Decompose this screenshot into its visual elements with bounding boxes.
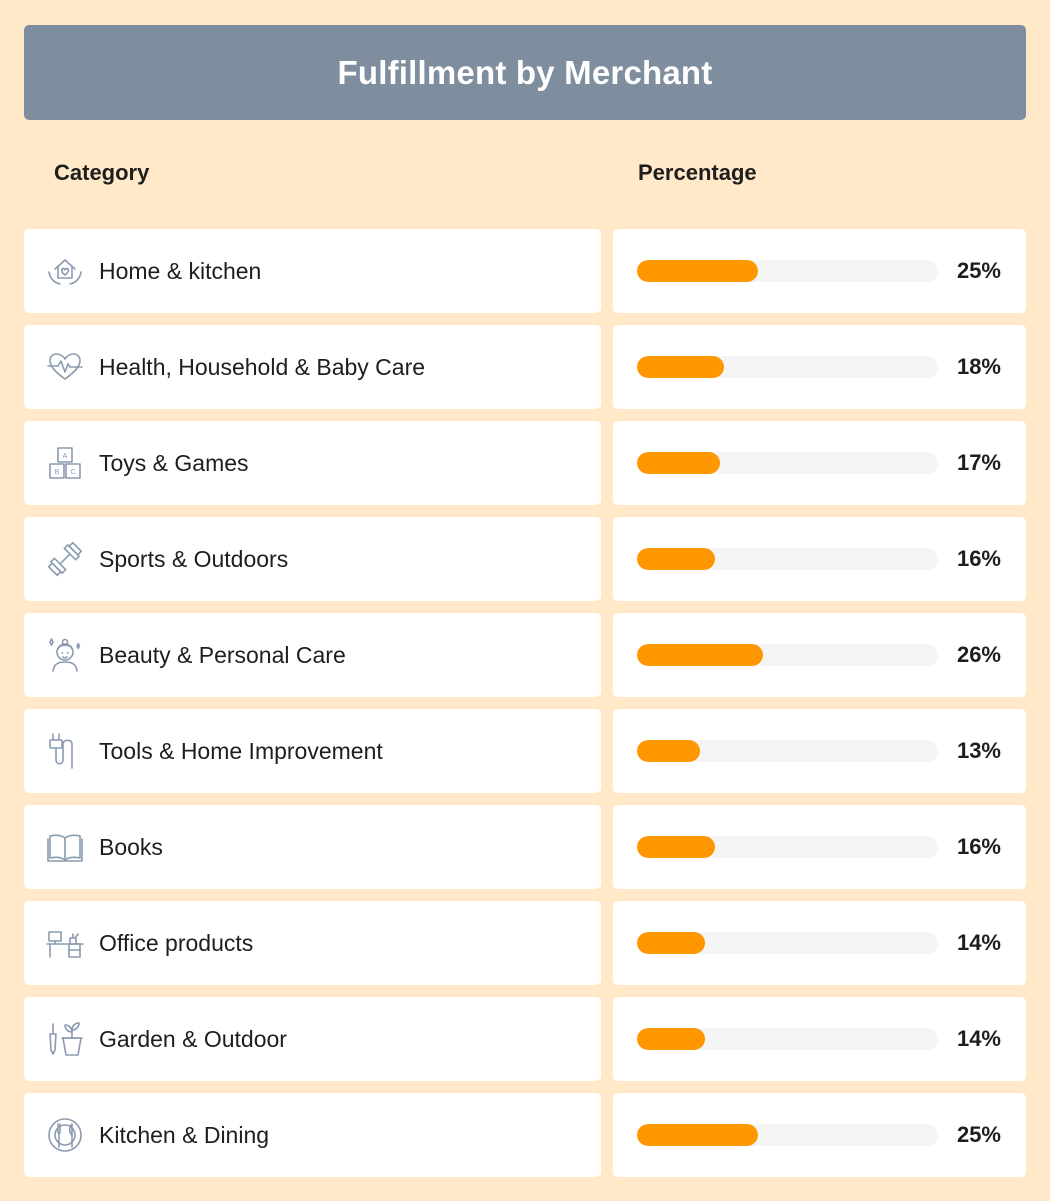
bar-fill [637,1028,705,1050]
svg-text:B: B [54,469,60,476]
category-row [24,613,1026,697]
category-row [24,805,1026,889]
bar-track [637,260,938,282]
open-book-icon [46,828,84,866]
bar-track [637,740,938,762]
bar-fill [637,260,758,282]
category-label: Tools & Home Improvement [99,738,383,764]
category-row [24,421,1026,505]
home-hands-icon [46,252,84,290]
bar-fill [637,1124,758,1146]
category-row [24,1093,1026,1177]
percentage-value: 25% [956,258,1001,283]
percentage-card [613,805,1026,889]
category-label: Sports & Outdoors [99,546,289,572]
plate-cutlery-icon [46,1116,84,1154]
percentage-value: 25% [956,1122,1001,1147]
category-card [24,709,601,793]
bar-track [637,932,938,954]
percentage-card [613,709,1026,793]
chart-title: Fulfillment by Merchant [337,53,713,91]
percentage-card [613,997,1026,1081]
svg-text:A: A [62,453,68,460]
category-label: Office products [99,930,254,956]
percentage-card [613,613,1026,697]
category-label: Garden & Outdoor [99,1026,287,1052]
category-row [24,325,1026,409]
percentage-value: 16% [956,546,1001,571]
percentage-card [613,421,1026,505]
category-card [24,613,601,697]
category-card [24,901,601,985]
percentage-card [613,325,1026,409]
category-label: Books [99,834,163,860]
percentage-value: 18% [956,354,1001,379]
bar-track [637,644,938,666]
garden-pot-icon [46,1020,84,1058]
bar-fill [637,548,715,570]
bar-fill [637,932,705,954]
percentage-value: 14% [956,1026,1001,1051]
category-row [24,901,1026,985]
percentage-value: 17% [956,450,1001,475]
category-label: Beauty & Personal Care [99,642,346,668]
percentage-card [613,517,1026,601]
percentage-value: 13% [956,738,1001,763]
category-column-header: Category [54,160,150,185]
office-desk-icon [46,924,84,962]
bar-track [637,356,938,378]
heartbeat-icon [46,348,84,386]
bar-track [637,452,938,474]
category-card [24,1093,601,1177]
category-row [24,517,1026,601]
category-label: Toys & Games [99,450,249,476]
percentage-column-header: Percentage [638,160,757,185]
bar-track [637,548,938,570]
category-card [24,517,601,601]
category-row [24,229,1026,313]
percentage-card [613,1093,1026,1177]
category-card [24,229,601,313]
bar-track [637,1124,938,1146]
category-row [24,997,1026,1081]
beauty-face-icon [46,636,84,674]
svg-text:C: C [70,469,76,476]
bar-fill [637,452,720,474]
percentage-value: 16% [956,834,1001,859]
bar-fill [637,644,763,666]
dumbbell-icon [46,540,84,578]
bar-track [637,1028,938,1050]
percentage-value: 26% [956,642,1001,667]
bar-track [637,836,938,858]
category-label: Health, Household & Baby Care [99,354,426,380]
bar-fill [637,356,724,378]
percentage-card [613,229,1026,313]
bar-fill [637,836,715,858]
category-row [24,709,1026,793]
category-label: Kitchen & Dining [99,1122,270,1148]
category-card [24,997,601,1081]
category-label: Home & kitchen [99,258,262,284]
toy-blocks-icon [46,444,84,482]
category-card [24,421,601,505]
percentage-card [613,901,1026,985]
percentage-value: 14% [956,930,1001,955]
category-card [24,325,601,409]
category-card [24,805,601,889]
plug-cable-icon [46,732,84,770]
bar-fill [637,740,700,762]
